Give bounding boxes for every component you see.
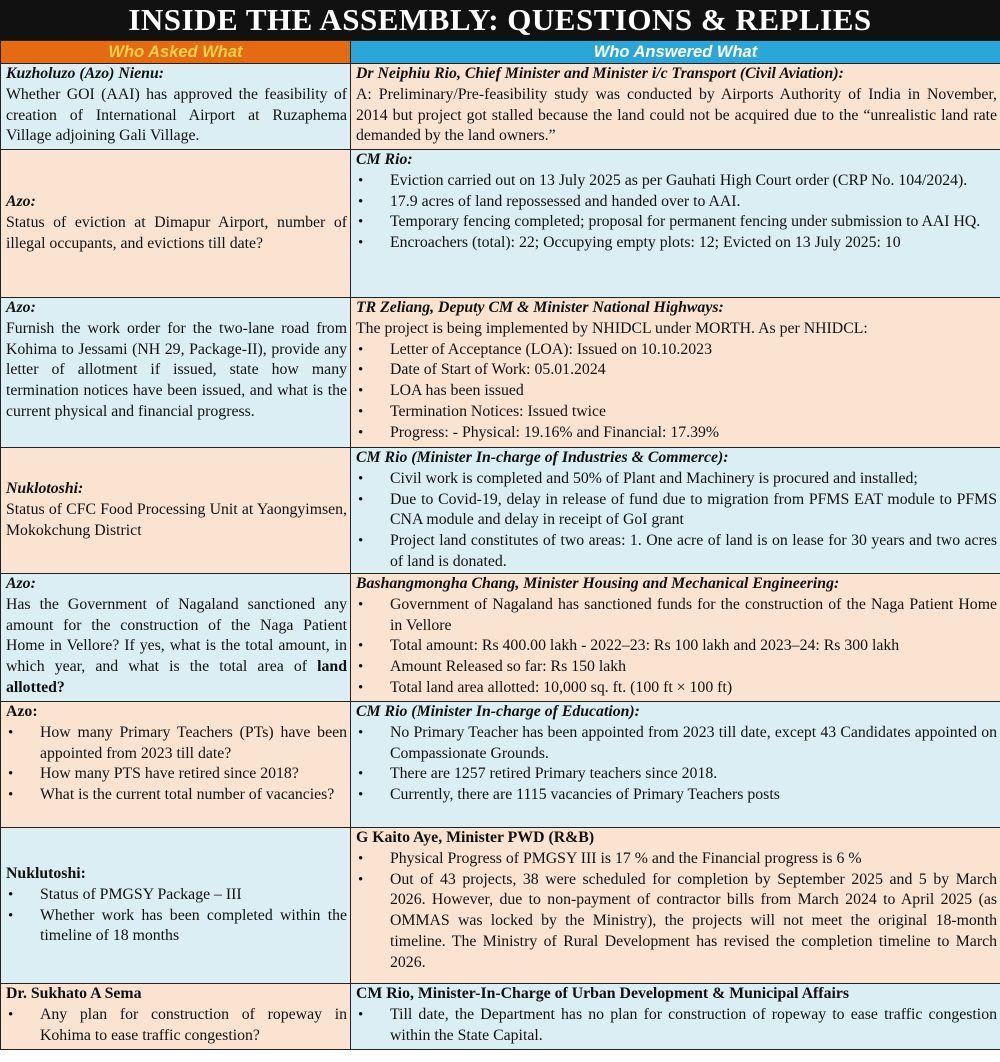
question-text: Status of CFC Food Processing Unit at Yaongyimsen, Mokokchung District [6, 501, 347, 539]
answer-cell [351, 702, 1000, 828]
asker-name: Kuzholuzo (Azo) Nienu: [6, 65, 165, 82]
answer-bullet: • Eviction carried out on 13 July 2025 as per Gauhati High Court order (CRP No. 104/2024). [356, 171, 997, 192]
answer-bullet: • Out of 43 projects, 38 were scheduled for completion by September 2025 and 5 by March 2026. However, due to non-payment of contractor bills from March 2024 to April 2025 (as OMMAS was locked by the Ministry), the projects will not meet the original 18-month timeline. The Ministry of Rural Development has revised the completion timeline to March 2026. [356, 870, 997, 974]
answer-cell [351, 298, 1000, 448]
qa-row [1, 150, 1000, 298]
asker-name: Azo: [6, 193, 36, 211]
answer-bullet: • Currently, there are 1115 vacancies of Primary Teachers posts [356, 785, 997, 806]
answer-bullet: • Total land area allotted: 10,000 sq. ft. (100 ft × 100 ft) [356, 678, 997, 699]
answer-bullet: • Date of Start of Work: 05.01.2024 [356, 360, 997, 381]
answer-intro: The project is being implemented by NHIDCL under MORTH. As per NHIDCL: [356, 319, 868, 337]
question-text-bold: land allotted? [6, 658, 347, 696]
answer-bullet: • Termination Notices: Issued twice [356, 402, 997, 423]
qa-row [1, 702, 1000, 828]
question-text [6, 595, 347, 699]
answerer-name: Bashangmongha Chang, Minister Housing and Mechanical Engineering: [356, 575, 840, 592]
question-text: Whether GOI (AAI) has approved the feasibility of creation of International Airport at Ruzaphema Village adjoining Gali Village. [6, 85, 347, 145]
question-cell [1, 448, 351, 574]
question-bullets [6, 885, 347, 947]
answer-bullets [356, 171, 997, 254]
who-asked-header: Who Asked What [1, 41, 351, 64]
question-bullet: • What is the current total number of vacancies? [6, 785, 347, 806]
answerer-name: Dr Neiphiu Rio, Chief Minister and Minister i/c Transport (Civil Aviation): [356, 65, 844, 82]
question-bullet: • Whether work has been completed within the timeline of 18 months [6, 906, 347, 948]
answer-text: A: Preliminary/Pre-feasibility study was conducted by Airports Authority of India in November, 2014 but project got stalled because the land could not be acquired due to the “unrealistic land rate demanded by the land owners.” [356, 85, 997, 145]
qa-row [1, 64, 1000, 150]
question-bullets [6, 1005, 347, 1047]
question-text-main: Has the Government of Nagaland sanctioned any amount for the construction of the Naga Patient Home in Vellore? If yes, what is the total amount, in which year, and what is the total area of [6, 595, 347, 676]
answer-bullet: • Government of Nagaland has sanctioned funds for the construction of the Naga Patient Home in Vellore [356, 595, 997, 637]
qa-row [1, 984, 1000, 1050]
page-title: INSIDE THE ASSEMBLY: QUESTIONS & REPLIES [0, 0, 1000, 40]
answer-bullet: • Encroachers (total): 22; Occupying empty plots: 12; Evicted on 13 July 2025: 10 [356, 233, 997, 254]
answer-bullet: • Temporary fencing completed; proposal for permanent fencing under submission to AAI HQ. [356, 212, 997, 233]
answer-bullet: • Progress: - Physical: 19.16% and Financial: 17.39% [356, 423, 997, 444]
answer-cell [351, 64, 1000, 150]
question-cell [1, 984, 351, 1050]
qa-table [0, 40, 1000, 1050]
qa-row [1, 298, 1000, 448]
answer-cell [351, 448, 1000, 574]
question-text: Furnish the work order for the two-lane road from Kohima to Jessami (NH 29, Package-II), provide any letter of allotment if issued, state how many termination notices have been issued, and what is the current physical and financial progress. [6, 319, 347, 420]
question-cell [1, 574, 351, 702]
answerer-name: TR Zeliang, Deputy CM & Minister National Highways: [356, 299, 724, 316]
question-text: Status of eviction at Dimapur Airport, number of illegal occupants, and evictions till date? [6, 214, 347, 252]
answer-cell [351, 984, 1000, 1050]
who-answered-header: Who Answered What [351, 41, 1000, 64]
question-cell [1, 150, 351, 298]
question-bullets [6, 723, 347, 806]
answer-bullet: • Physical Progress of PMGSY III is 17 % and the Financial progress is 6 % [356, 849, 997, 870]
answer-bullet: • No Primary Teacher has been appointed from 2023 till date, except 43 Candidates appointed on Compassionate Grounds. [356, 723, 997, 765]
answer-cell [351, 828, 1000, 984]
question-bullet: • Any plan for construction of ropeway in Kohima to ease traffic congestion? [6, 1005, 347, 1047]
question-cell [1, 298, 351, 448]
answer-bullets [356, 849, 997, 974]
answer-cell [351, 574, 1000, 702]
question-bullet: • How many Primary Teachers (PTs) have been appointed from 2023 till date? [6, 723, 347, 765]
asker-name: Azo: [6, 299, 36, 316]
asker-name: Nuklotoshi: [6, 480, 84, 498]
answer-bullet: • Total amount: Rs 400.00 lakh - 2022–23: Rs 100 lakh and 2023–24: Rs 300 lakh [356, 636, 997, 657]
answer-bullet: • Letter of Acceptance (LOA): Issued on 10.10.2023 [356, 340, 997, 361]
question-bullet: • How many PTS have retired since 2018? [6, 764, 347, 785]
answerer-name: CM Rio, Minister-In-Charge of Urban Development & Municipal Affairs [356, 985, 850, 1002]
header-row [1, 41, 1000, 64]
question-cell [1, 828, 351, 984]
asker-name: Azo: [6, 575, 36, 592]
asker-name: Azo: [6, 703, 38, 720]
answer-bullets [356, 1005, 997, 1047]
question-cell [1, 702, 351, 828]
qa-row [1, 448, 1000, 574]
answer-bullet: • Due to Covid-19, delay in release of fund due to migration from PFMS EAT module to PFMS CNA module and delay in receipt of GoI grant [356, 490, 997, 532]
answer-bullet: • Civil work is completed and 50% of Plant and Machinery is procured and installed; [356, 469, 997, 490]
asker-name: Dr. Sukhato A Sema [6, 985, 142, 1002]
answer-bullets [356, 469, 997, 573]
answerer-name: G Kaito Aye, Minister PWD (R&B) [356, 829, 595, 846]
question-cell [1, 64, 351, 150]
answer-bullets [356, 595, 997, 699]
answer-cell [351, 150, 1000, 298]
asker-name: Nuklutoshi: [6, 864, 86, 882]
qa-row [1, 574, 1000, 702]
answer-bullets [356, 340, 997, 444]
answerer-name: CM Rio: [356, 151, 413, 168]
answerer-name: CM Rio (Minister In-charge of Education): [356, 703, 640, 720]
answer-bullet: • There are 1257 retired Primary teachers since 2018. [356, 764, 997, 785]
qa-row [1, 828, 1000, 984]
answer-bullet: • Till date, the Department has no plan for construction of ropeway to ease traffic congestion within the State Capital. [356, 1005, 997, 1047]
answer-bullet: • Project land constitutes of two areas: 1. One acre of land is on lease for 30 years and two acres of land is donated. [356, 531, 997, 573]
answerer-name: CM Rio (Minister In-charge of Industries & Commerce): [356, 449, 729, 466]
question-bullet: • Status of PMGSY Package – III [6, 885, 347, 906]
answer-bullet: • Amount Released so far: Rs 150 lakh [356, 657, 997, 678]
answer-bullets [356, 723, 997, 806]
answer-bullet: • 17.9 acres of land repossessed and handed over to AAI. [356, 192, 997, 213]
answer-bullet: • LOA has been issued [356, 381, 997, 402]
